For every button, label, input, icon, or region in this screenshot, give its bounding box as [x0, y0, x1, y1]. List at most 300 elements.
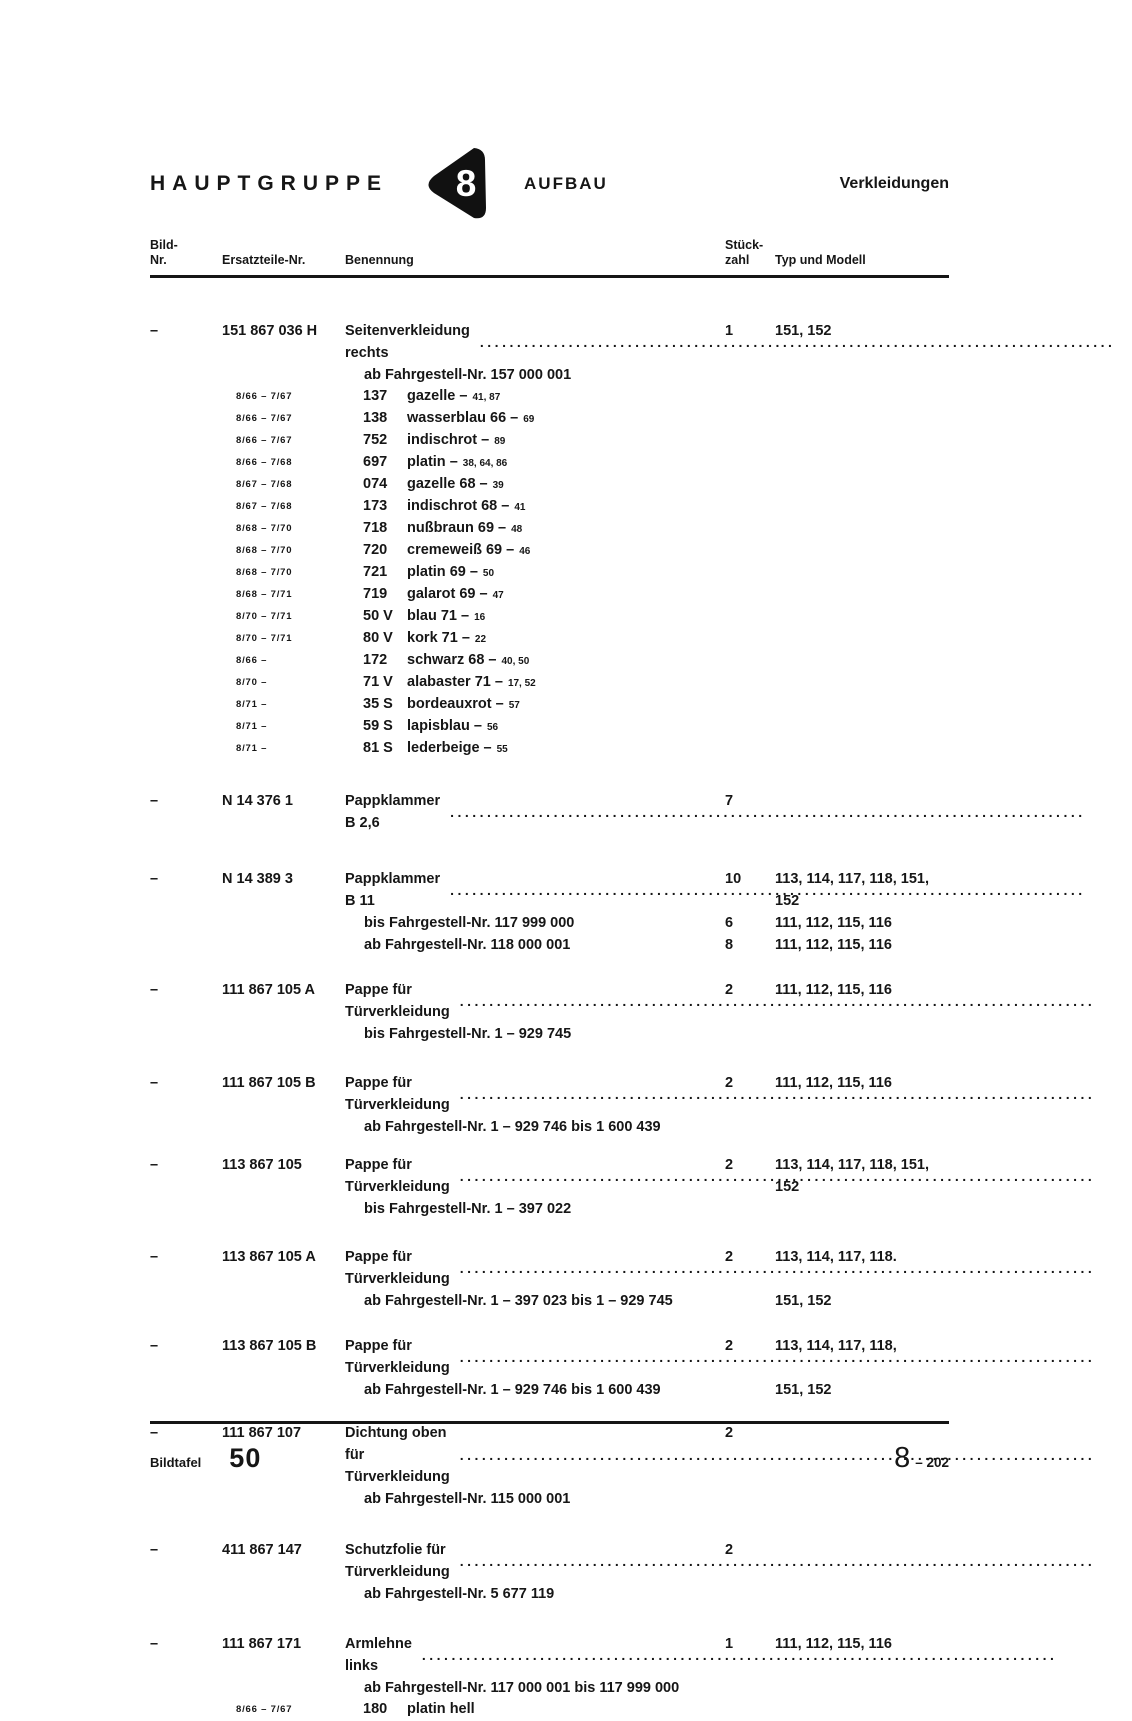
color-name-wrap	[407, 606, 485, 628]
sub-type-models: 111, 112, 115, 116	[775, 937, 892, 953]
sub-quantity	[705, 1379, 775, 1401]
sub-type-models	[775, 1488, 949, 1510]
color-cell	[345, 562, 705, 584]
sub-quantity	[705, 1116, 775, 1138]
part-main-line	[150, 868, 949, 912]
bild-nr-cell-empty	[150, 934, 222, 956]
bild-nr-cell: –	[150, 1157, 159, 1173]
color-line	[150, 408, 949, 430]
color-date-range: 8/68 – 7/70	[236, 567, 293, 578]
color-cell	[345, 628, 705, 650]
bild-nr-cell-empty	[150, 1677, 222, 1699]
color-code: 719	[363, 586, 388, 602]
color-date-range: 8/66 – 7/67	[236, 391, 293, 402]
color-date-range: 8/66 – 7/67	[236, 1704, 293, 1715]
part-entry	[150, 790, 949, 834]
bild-nr-cell-empty	[150, 452, 222, 474]
bild-nr-cell-empty	[150, 606, 222, 628]
sub-quantity	[705, 364, 775, 386]
color-cell	[345, 452, 705, 474]
bild-nr-cell-empty	[150, 430, 222, 452]
color-name-wrap	[407, 496, 525, 518]
sub-text-cell	[345, 1116, 705, 1138]
sub-line	[150, 1290, 949, 1312]
color-date-range: 8/66 – 7/67	[236, 413, 293, 424]
color-name: platin –	[407, 454, 458, 470]
color-code: 720	[363, 542, 388, 558]
part-entry	[150, 868, 949, 956]
color-code: 80 V	[363, 630, 393, 646]
sub-lines	[150, 1116, 949, 1138]
sub-line	[150, 1198, 949, 1220]
sub-text: ab Fahrgestell-Nr. 1 – 929 746 bis 1 600 439	[364, 1119, 661, 1135]
part-main-line	[150, 320, 949, 364]
aufbau-title: AUFBAU	[524, 174, 608, 193]
sub-type-models: 151, 152	[775, 1382, 832, 1398]
sub-type-models	[775, 1023, 949, 1045]
sub-quantity	[705, 1023, 775, 1045]
sub-text: ab Fahrgestell-Nr. 115 000 001	[364, 1491, 571, 1507]
part-name: Pappklammer B 11	[345, 871, 441, 909]
part-number: 111 867 107	[222, 1425, 302, 1441]
column-header-bild-nr: Bild- Nr.	[150, 238, 178, 267]
color-name: lederbeige –	[407, 740, 492, 756]
quantity: 2	[725, 1249, 734, 1265]
sub-line	[150, 1583, 949, 1605]
sub-text-cell	[345, 1023, 705, 1045]
color-name: platin hell	[407, 1701, 475, 1717]
quantity: 2	[725, 1425, 734, 1441]
page-footer	[150, 1421, 949, 1475]
color-cell	[345, 430, 705, 452]
bild-nr-cell: –	[150, 871, 159, 887]
part-number: 111 867 105 A	[222, 982, 315, 998]
color-date-range: 8/67 – 7/68	[236, 479, 293, 490]
color-date-range: 8/66 –	[236, 655, 268, 666]
color-code: 180	[363, 1701, 388, 1717]
color-lines	[150, 386, 949, 760]
color-name-wrap	[407, 672, 536, 694]
type-models: 113, 114, 117, 118, 151, 152	[775, 1157, 930, 1195]
color-name-wrap	[407, 452, 507, 474]
quantity: 10	[725, 871, 742, 887]
color-refs: 55	[496, 744, 508, 755]
part-main-line	[150, 979, 949, 1023]
page-header	[150, 146, 949, 222]
color-name: indischrot –	[407, 432, 490, 448]
color-code: 71 V	[363, 674, 393, 690]
color-name-wrap	[407, 474, 504, 496]
bild-nr-cell-empty	[150, 474, 222, 496]
column-header-typ-und-modell: Typ und Modell	[775, 253, 866, 267]
sub-lines	[150, 364, 949, 386]
part-main-line	[150, 1335, 949, 1379]
bild-nr-cell-empty	[150, 1023, 222, 1045]
type-models: 151, 152	[775, 323, 832, 339]
color-date-range: 8/66 – 7/67	[236, 435, 293, 446]
sub-line	[150, 1116, 949, 1138]
color-name: bordeauxrot –	[407, 696, 504, 712]
part-name-cell	[345, 1539, 705, 1583]
color-name-wrap	[407, 584, 504, 606]
bild-nr-cell: –	[150, 1249, 159, 1265]
color-cell	[345, 496, 705, 518]
sub-lines	[150, 1677, 949, 1699]
section-title: Verkleidungen	[839, 175, 949, 192]
type-models: 111, 112, 115, 116	[775, 1075, 892, 1091]
color-line	[150, 716, 949, 738]
part-name-cell	[345, 1072, 705, 1116]
color-code: 50 V	[363, 608, 393, 624]
part-number-cell-empty	[222, 1677, 345, 1699]
color-line	[150, 694, 949, 716]
sub-type-models	[775, 1198, 949, 1220]
part-number-cell-empty	[222, 1583, 345, 1605]
color-line	[150, 738, 949, 760]
bild-nr-cell: –	[150, 793, 159, 809]
color-name: gazelle –	[407, 388, 468, 404]
sub-text-cell	[345, 1198, 705, 1220]
color-line	[150, 562, 949, 584]
quantity: 2	[725, 1157, 734, 1173]
type-models: 113, 114, 117, 118,	[775, 1338, 897, 1354]
quantity: 1	[725, 1636, 734, 1652]
part-number-cell-empty	[222, 1488, 345, 1510]
hauptgruppe-title: HAUPTGRUPPE	[150, 172, 389, 195]
color-name-wrap	[407, 408, 534, 430]
color-line	[150, 650, 949, 672]
quantity: 2	[725, 1338, 734, 1354]
color-date-range: 8/71 –	[236, 699, 268, 710]
part-entry	[150, 320, 949, 760]
bild-nr-cell: –	[150, 1542, 159, 1558]
part-number-cell-empty	[222, 1198, 345, 1220]
sub-line	[150, 1023, 949, 1045]
bild-nr-cell: –	[150, 1425, 159, 1441]
color-name-wrap	[407, 738, 508, 760]
part-number-cell-empty	[222, 912, 345, 934]
part-name: Pappe für Türverkleidung	[345, 1249, 450, 1287]
part-number: 151 867 036 H	[222, 323, 318, 339]
column-header-stueckzahl: Stück- zahl	[725, 238, 764, 267]
quantity: 7	[725, 793, 734, 809]
sub-lines	[150, 1023, 949, 1045]
sub-text-cell	[345, 1290, 705, 1312]
bild-nr-cell-empty	[150, 912, 222, 934]
part-number: 113 867 105 A	[222, 1249, 316, 1265]
color-date-range: 8/67 – 7/68	[236, 501, 293, 512]
color-lines	[150, 1699, 949, 1721]
bild-nr-cell: –	[150, 1075, 159, 1091]
color-name-wrap	[407, 650, 529, 672]
part-number: 113 867 105 B	[222, 1338, 317, 1354]
part-number-cell-empty	[222, 1116, 345, 1138]
page-number-group: 8	[894, 1442, 911, 1474]
sub-text: bis Fahrgestell-Nr. 1 – 397 022	[364, 1201, 572, 1217]
color-name: alabaster 71 –	[407, 674, 503, 690]
color-cell	[345, 606, 705, 628]
color-name: platin 69 –	[407, 564, 478, 580]
part-number-cell-empty	[222, 1379, 345, 1401]
bild-nr-cell-empty	[150, 1116, 222, 1138]
color-line	[150, 452, 949, 474]
color-name-wrap	[407, 562, 494, 584]
part-name: Pappklammer B 2,6	[345, 793, 441, 831]
part-number-cell-empty	[222, 1023, 345, 1045]
sub-text: ab Fahrgestell-Nr. 1 – 397 023 bis 1 – 929 745	[364, 1293, 673, 1309]
sub-line	[150, 1488, 949, 1510]
color-refs: 22	[474, 634, 487, 645]
page-number: – 202	[915, 1455, 949, 1470]
bild-nr-cell-empty	[150, 518, 222, 540]
color-refs: 38, 64, 86	[462, 458, 508, 469]
part-name-cell	[345, 1246, 705, 1290]
part-name-cell	[345, 979, 705, 1023]
sub-type-models	[775, 1116, 949, 1138]
color-cell	[345, 540, 705, 562]
color-name: kork 71 –	[407, 630, 470, 646]
color-code: 81 S	[363, 740, 393, 756]
sub-text-cell	[345, 1488, 705, 1510]
bild-nr-cell-empty	[150, 672, 222, 694]
bild-nr-cell-empty	[150, 694, 222, 716]
bild-nr-cell-empty	[150, 584, 222, 606]
sub-lines	[150, 1379, 949, 1401]
color-line	[150, 628, 949, 650]
bild-nr-cell-empty	[150, 540, 222, 562]
color-refs: 39	[492, 480, 504, 491]
color-line	[150, 496, 949, 518]
part-name-cell	[345, 1633, 705, 1677]
quantity: 2	[725, 1542, 734, 1558]
color-name: gazelle 68 –	[407, 476, 488, 492]
type-models	[775, 1539, 949, 1583]
color-line	[150, 1699, 949, 1721]
color-cell	[345, 386, 705, 408]
bild-nr-cell-empty	[150, 1379, 222, 1401]
color-cell	[345, 716, 705, 738]
color-name: lapisblau –	[407, 718, 482, 734]
part-name: Seitenverkleidung rechts	[345, 323, 470, 361]
bild-nr-cell-empty	[150, 650, 222, 672]
sub-lines	[150, 1198, 949, 1220]
bild-nr-cell-empty	[150, 386, 222, 408]
part-main-line	[150, 790, 949, 834]
color-code: 138	[363, 410, 388, 426]
sub-quantity	[705, 1583, 775, 1605]
bildtafel-label: Bildtafel	[150, 1455, 202, 1470]
color-line	[150, 474, 949, 496]
color-cell	[345, 738, 705, 760]
sub-text-cell	[345, 934, 705, 956]
color-name-wrap	[407, 540, 530, 562]
color-name-wrap	[407, 694, 520, 716]
sub-type-models: 111, 112, 115, 116	[775, 915, 892, 931]
bild-nr-cell-empty	[150, 628, 222, 650]
part-number-cell-empty	[222, 934, 345, 956]
sub-text-cell	[345, 1379, 705, 1401]
sub-text: ab Fahrgestell-Nr. 1 – 929 746 bis 1 600 439	[364, 1382, 661, 1398]
part-main-line	[150, 1072, 949, 1116]
sub-quantity: 8	[725, 937, 734, 953]
bildtafel-number: 50	[229, 1443, 262, 1473]
color-refs: 69	[523, 414, 535, 425]
part-main-line	[150, 1154, 949, 1198]
color-code: 752	[363, 432, 388, 448]
part-number: 111 867 171	[222, 1636, 302, 1652]
color-date-range: 8/70 – 7/71	[236, 611, 293, 622]
sub-text: bis Fahrgestell-Nr. 117 999 000	[364, 915, 575, 931]
group-8-badge	[422, 146, 494, 222]
header-rule	[150, 275, 949, 278]
color-code: 172	[363, 652, 388, 668]
type-models: 111, 112, 115, 116	[775, 982, 892, 998]
part-number-cell-empty	[222, 1290, 345, 1312]
bild-nr-cell-empty	[150, 364, 222, 386]
quantity: 1	[725, 323, 734, 339]
bild-nr-cell-empty	[150, 562, 222, 584]
color-name: cremeweiß 69 –	[407, 542, 515, 558]
part-number: 111 867 105 B	[222, 1075, 316, 1091]
sub-text-cell	[345, 364, 705, 386]
part-number-cell-empty	[222, 364, 345, 386]
color-name: blau 71 –	[407, 608, 470, 624]
part-main-line	[150, 1539, 949, 1583]
color-refs: 50	[482, 568, 495, 579]
color-refs: 57	[508, 700, 520, 711]
color-refs: 41, 87	[472, 392, 501, 403]
type-models: 113, 114, 117, 118, 151, 152	[775, 871, 930, 909]
sub-lines	[150, 1290, 949, 1312]
color-refs: 41	[514, 502, 526, 513]
color-line	[150, 386, 949, 408]
color-date-range: 8/68 – 7/71	[236, 589, 293, 600]
sub-quantity	[705, 1488, 775, 1510]
column-header-benennung: Benennung	[345, 253, 414, 267]
part-entry	[150, 1246, 949, 1312]
color-name: indischrot 68 –	[407, 498, 510, 514]
sub-text-cell	[345, 1677, 705, 1699]
color-date-range: 8/70 –	[236, 677, 268, 688]
color-code: 718	[363, 520, 388, 536]
part-number: 411 867 147	[222, 1542, 302, 1558]
sub-type-models	[775, 1677, 949, 1699]
part-entry	[150, 1335, 949, 1401]
color-name: nußbraun 69 –	[407, 520, 507, 536]
bild-nr-cell: –	[150, 1338, 159, 1354]
bild-nr-cell: –	[150, 323, 159, 339]
color-cell	[345, 518, 705, 540]
part-name-cell	[345, 1154, 705, 1198]
type-models	[775, 790, 949, 834]
sub-lines	[150, 1583, 949, 1605]
part-name-cell	[345, 868, 705, 912]
sub-quantity	[705, 1198, 775, 1220]
bild-nr-cell-empty	[150, 1290, 222, 1312]
sub-line	[150, 912, 949, 934]
color-date-range: 8/71 –	[236, 721, 268, 732]
color-name-wrap	[407, 628, 486, 650]
quantity: 2	[725, 982, 734, 998]
quantity: 2	[725, 1075, 734, 1091]
color-date-range: 8/66 – 7/68	[236, 457, 293, 468]
color-name-wrap	[407, 716, 498, 738]
column-header-ersatzteile-nr: Ersatzteile-Nr.	[222, 253, 306, 267]
sub-text: ab Fahrgestell-Nr. 5 677 119	[364, 1586, 555, 1602]
color-line	[150, 606, 949, 628]
bild-nr-cell-empty	[150, 1198, 222, 1220]
color-code: 173	[363, 498, 388, 514]
part-name-cell	[345, 320, 705, 364]
color-code: 137	[363, 388, 388, 404]
part-entry	[150, 1539, 949, 1605]
color-date-range: 8/68 – 7/70	[236, 545, 293, 556]
sub-text-cell	[345, 912, 705, 934]
color-cell	[345, 1699, 705, 1721]
part-name: Schutzfolie für Türverkleidung	[345, 1542, 450, 1580]
type-models: 113, 114, 117, 118.	[775, 1249, 897, 1265]
color-date-range: 8/68 – 7/70	[236, 523, 293, 534]
sub-line	[150, 1379, 949, 1401]
part-main-line	[150, 1246, 949, 1290]
part-entry	[150, 1072, 949, 1138]
color-date-range: 8/70 – 7/71	[236, 633, 293, 644]
color-refs: 46	[519, 546, 531, 557]
part-entry	[150, 1154, 949, 1220]
part-name: Pappe für Türverkleidung	[345, 1157, 450, 1195]
color-name-wrap	[407, 386, 500, 408]
part-name-cell	[345, 790, 705, 834]
part-name: Pappe für Türverkleidung	[345, 1075, 450, 1113]
color-refs: 40, 50	[501, 656, 530, 667]
color-name: wasserblau 66 –	[407, 410, 519, 426]
color-cell	[345, 584, 705, 606]
color-line	[150, 672, 949, 694]
color-date-range: 8/71 –	[236, 743, 268, 754]
part-number: 113 867 105	[222, 1157, 302, 1173]
color-name-wrap	[407, 430, 505, 452]
sub-type-models: 151, 152	[775, 1293, 832, 1309]
bild-nr-cell-empty	[150, 1583, 222, 1605]
part-main-line	[150, 1633, 949, 1677]
color-name-wrap	[407, 518, 522, 540]
part-name: Pappe für Türverkleidung	[345, 982, 450, 1020]
color-name: schwarz 68 –	[407, 652, 497, 668]
color-cell	[345, 474, 705, 496]
sub-text: ab Fahrgestell-Nr. 157 000 001	[364, 367, 572, 383]
sub-type-models	[775, 364, 949, 386]
bild-nr-cell-empty	[150, 716, 222, 738]
color-line	[150, 430, 949, 452]
group-number: 8	[455, 163, 477, 204]
sub-line	[150, 1677, 949, 1699]
parts-table	[150, 320, 949, 1721]
sub-text-cell	[345, 1583, 705, 1605]
sub-quantity: 6	[725, 915, 734, 931]
color-refs: 89	[494, 436, 506, 447]
part-entry	[150, 1633, 949, 1721]
sub-text: bis Fahrgestell-Nr. 1 – 929 745	[364, 1026, 572, 1042]
bild-nr-cell-empty	[150, 496, 222, 518]
part-name-cell	[345, 1335, 705, 1379]
part-entry	[150, 979, 949, 1045]
bild-nr-cell-empty	[150, 1488, 222, 1510]
part-name: Armlehne links	[345, 1636, 412, 1674]
sub-quantity	[705, 1677, 775, 1699]
color-cell	[345, 672, 705, 694]
column-headers	[150, 238, 949, 268]
part-number: N 14 376 1	[222, 793, 293, 809]
